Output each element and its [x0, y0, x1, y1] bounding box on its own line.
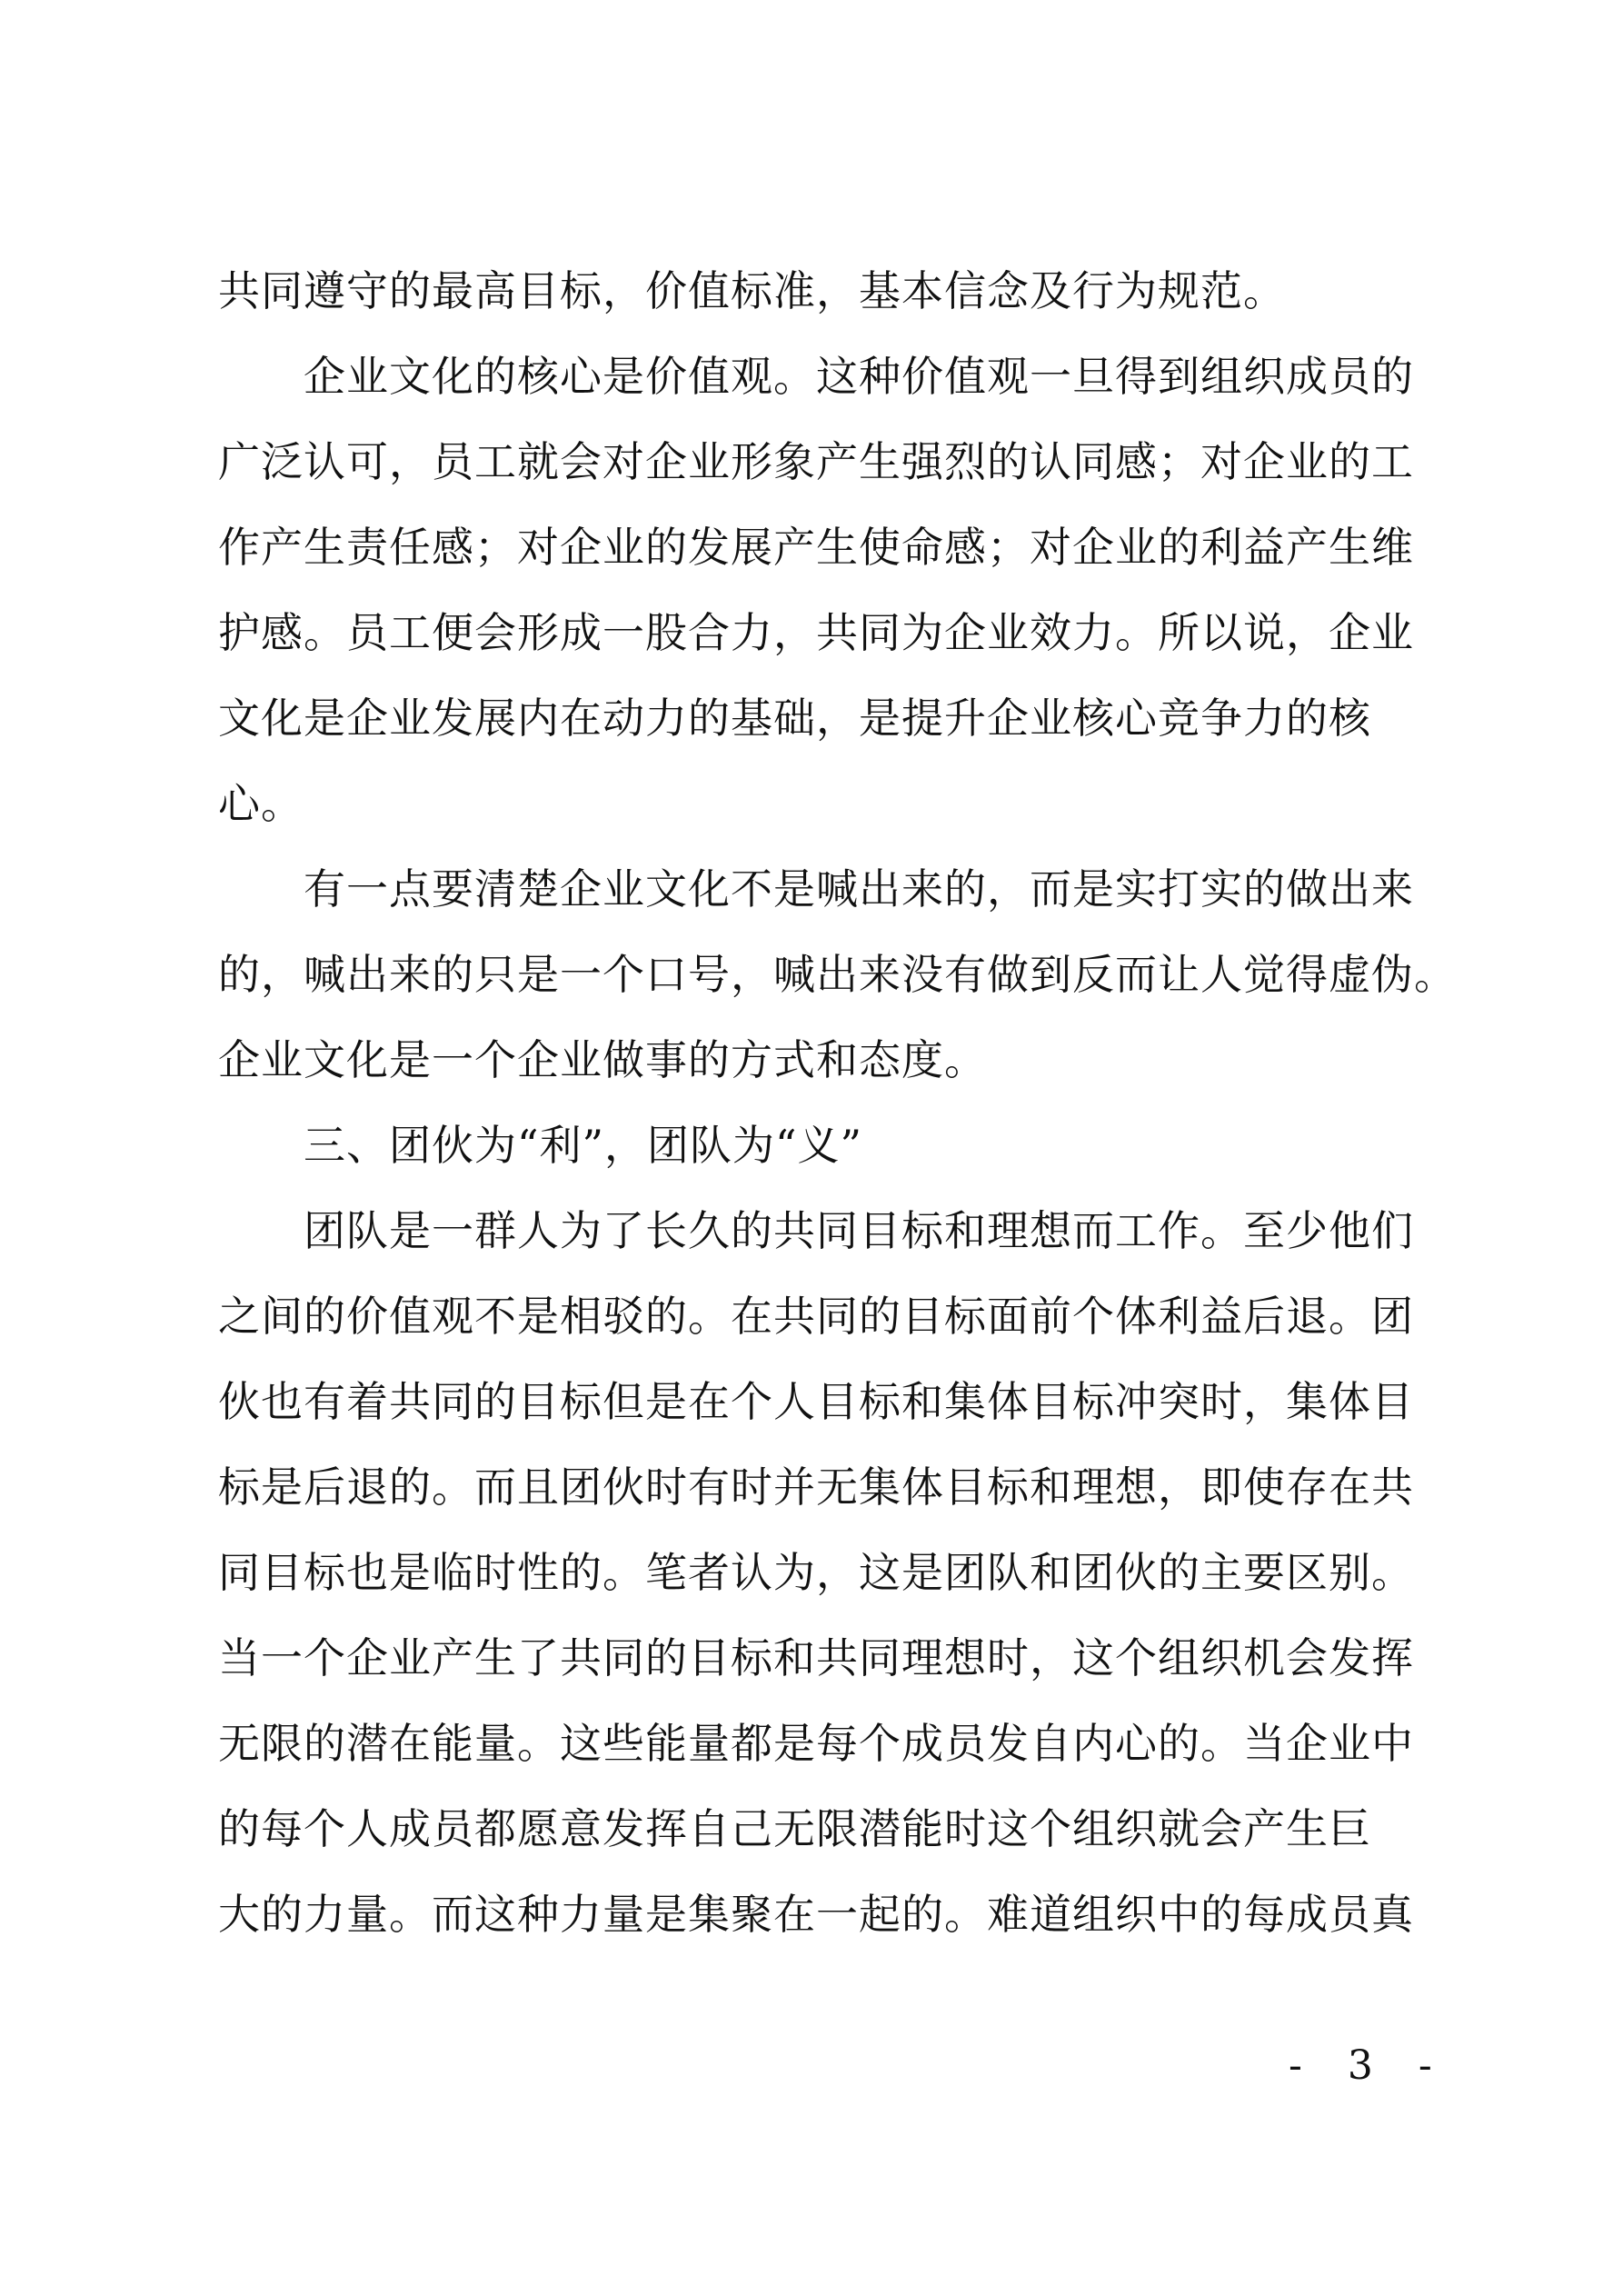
text-line-15: 标是后退的。而且团伙时有时并无集体目标和理想，即使存在共: [218, 1462, 1414, 1512]
text-line-4: 作产生责任感；对企业的发展产生使命感；对企业的利益产生维: [218, 523, 1414, 572]
text-line-12: 团队是一群人为了长久的共同目标和理想而工作。至少他们: [304, 1206, 1414, 1255]
text-line-18: 无限的潜在能量。这些能量都是每个成员发自内心的。当企业中: [218, 1719, 1414, 1768]
text-line-3: 广泛认可，员工就会对企业形象产生强烈的认同感；对企业的工: [218, 437, 1414, 486]
text-line-14: 伙也有着共同的目标但是在个人目标和集体目标冲突时，集体目: [218, 1377, 1414, 1426]
text-line-1: 共同遵守的最高目标，价值标准，基本信念及行为规范。: [218, 266, 1286, 315]
text-line-20: 大的力量。而这种力量是集聚在一起的。难道组织中的每成员真: [218, 1890, 1414, 1939]
section-heading: 三、团伙为“利”，团队为“义”: [304, 1121, 863, 1170]
text-line-13: 之间的价值观不是相驳的。在共同的目标面前个体利益后退。团: [218, 1292, 1414, 1341]
text-line-10: 企业文化是一个企业做事的方式和态度。: [218, 1035, 987, 1084]
text-line-7: 心。: [218, 779, 304, 828]
page-number: - 3 -: [1289, 2042, 1449, 2089]
text-line-8: 有一点要清楚企业文化不是喊出来的，而是实打实的做出来: [304, 864, 1414, 913]
text-line-5: 护感。员工便会形成一股合力，共同为企业效力。所以说，企业: [218, 608, 1414, 657]
text-line-9: 的，喊出来的只是一个口号，喊出来没有做到反而让人觉得虚伪。: [218, 950, 1457, 999]
text-line-16: 同目标也是临时性的。笔者认为，这是团队和团伙的主要区别。: [218, 1548, 1414, 1597]
text-line-17: 当一个企业产生了共同的目标和共同理想时，这个组织机会发挥: [218, 1633, 1414, 1682]
text-line-19: 的每个人成员都愿意发挥自己无限潜能时这个组织就会产生巨: [218, 1804, 1371, 1853]
text-line-2: 企业文化的核心是价值观。这种价值观一旦得到组织成员的: [304, 352, 1414, 401]
text-line-6: 文化是企业发展内在动力的基础，是提升企业核心竞争力的核: [218, 694, 1371, 743]
